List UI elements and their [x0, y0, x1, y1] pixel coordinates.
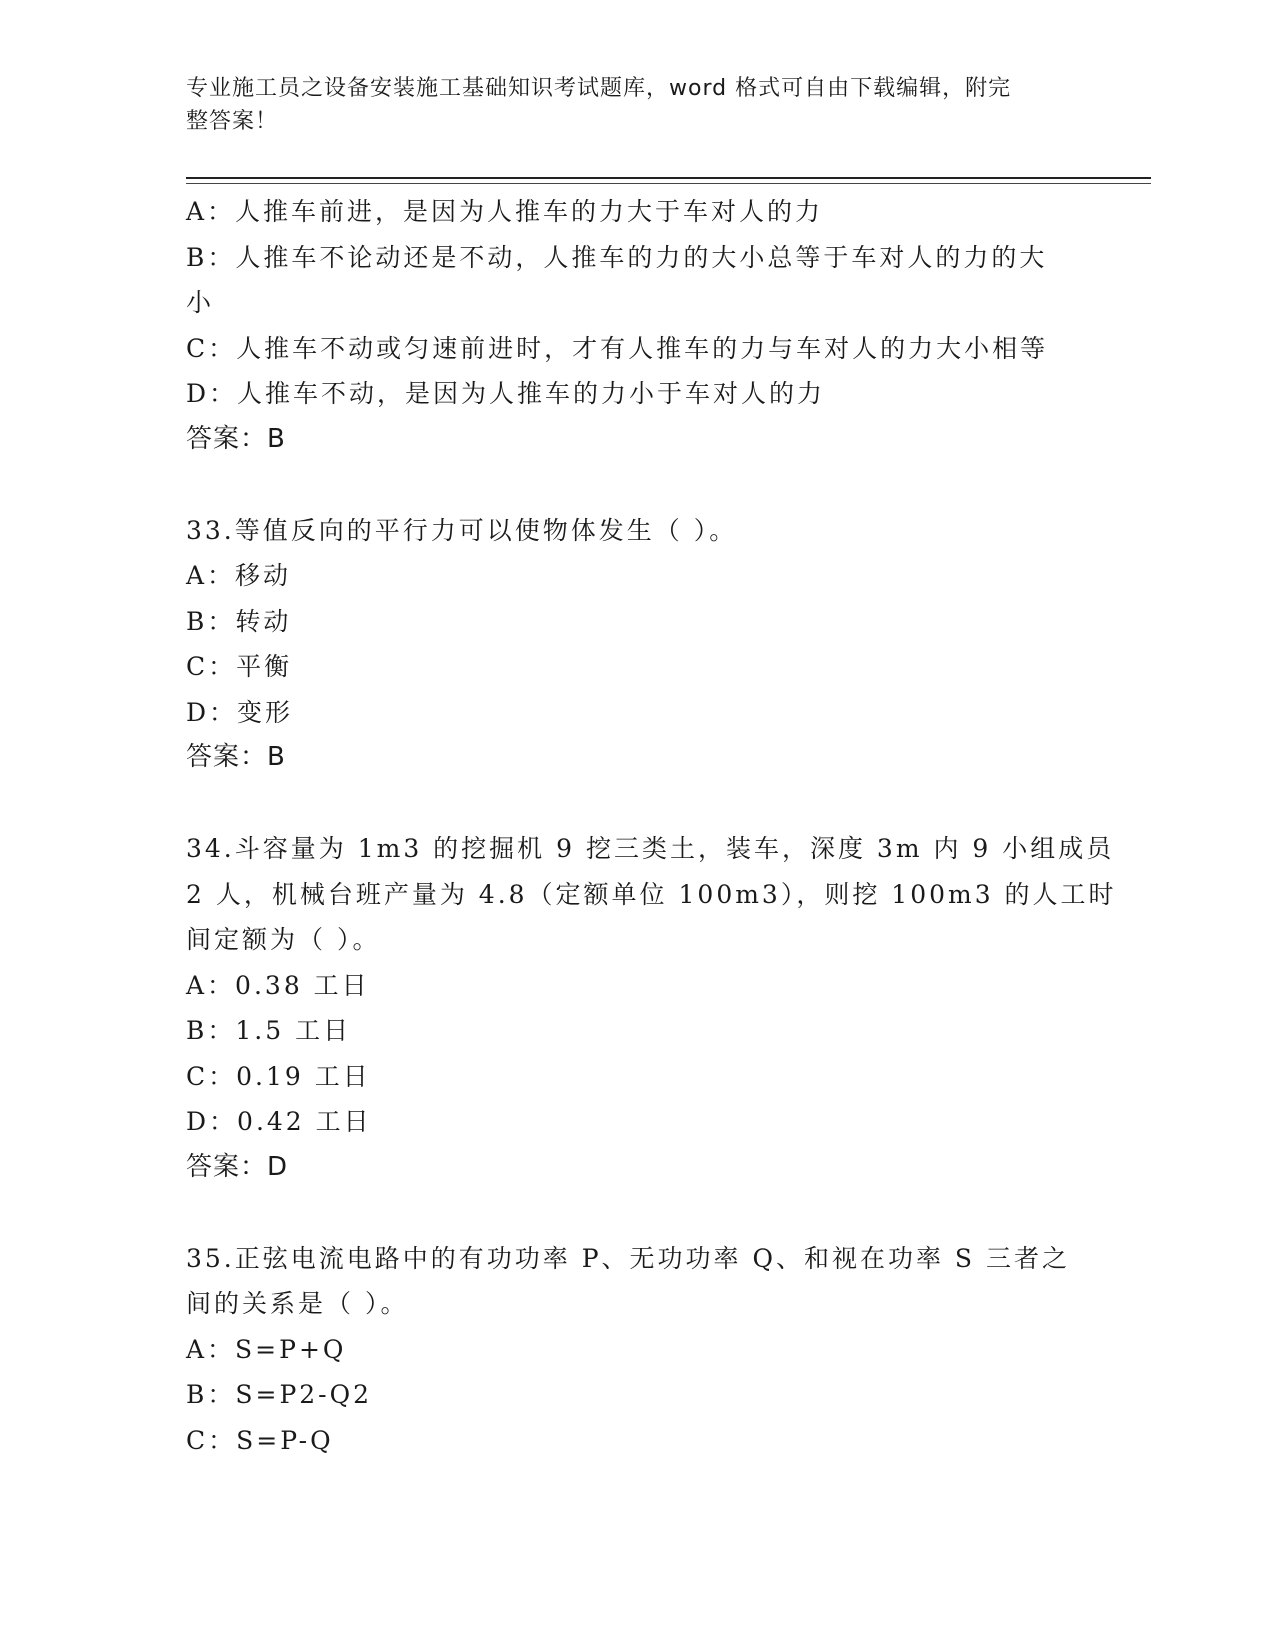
option-b: B：人推车不论动还是不动，人推车的力的大小总等于车对人的力的大: [186, 242, 1048, 272]
option-a: A：移动: [186, 561, 292, 590]
option-c: C：平衡: [186, 652, 293, 681]
question-33: [186, 508, 1086, 781]
option-a: A：S=P+Q: [186, 1334, 347, 1364]
option-b: B：S=P2-Q2: [186, 1380, 373, 1409]
option-c: C：人推车不动或匀速前进时，才有人推车的力与车对人的力大小相等: [186, 333, 1049, 363]
question-text-line-1: 35.正弦电流电路中的有功功率 P、无功功率 Q、和视在功率 S 三者之: [186, 1243, 1070, 1273]
spacer: [186, 1190, 1086, 1236]
question-text-line-2: 2 人，机械台班产量为 4.8（定额单位 100m3），则挖 100m3 的人工时: [186, 879, 1117, 909]
answer: 答案：B: [186, 742, 286, 772]
question-32: [186, 189, 1086, 462]
option-d: D：0.42 工日: [186, 1107, 372, 1136]
option-c: C：0.19 工日: [186, 1061, 371, 1091]
question-text-line-2: 间的关系是（ ）。: [186, 1289, 409, 1318]
option-c: C：S=P-Q: [186, 1425, 334, 1455]
option-b: B：1.5 工日: [186, 1016, 352, 1045]
spacer: [186, 781, 1086, 827]
spacer: [186, 462, 1086, 508]
question-text: 33.等值反向的平行力可以使物体发生（ ）。: [186, 515, 738, 545]
option-a: A：人推车前进，是因为人推车的力大于车对人的力: [186, 197, 824, 226]
header-line-2: 整答案！: [186, 109, 279, 134]
question-text-line-1: 34.斗容量为 1m3 的挖掘机 9 挖三类土，装车，深度 3m 内 9 小组成员: [186, 834, 1115, 863]
question-list: [186, 189, 1117, 1463]
header-divider-thin: [186, 183, 1151, 184]
answer: 答案：D: [186, 1151, 289, 1182]
option-d: D：变形: [186, 697, 294, 727]
header-divider-thick: [186, 177, 1151, 179]
option-d: D：人推车不动，是因为人推车的力小于车对人的力: [186, 379, 826, 408]
answer: 答案：B: [186, 423, 286, 454]
option-b: B：转动: [186, 606, 292, 636]
header-line-1: 专业施工员之设备安装施工基础知识考试题库，word 格式可自由下载编辑，附完: [186, 76, 1012, 101]
option-b-continued: 小: [186, 288, 215, 317]
option-a: A：0.38 工日: [186, 970, 370, 1000]
document-header: [186, 72, 1066, 138]
question-35: [186, 1236, 1086, 1464]
question-text-line-3: 间定额为（ ）。: [186, 925, 381, 954]
question-34: [186, 826, 1117, 1190]
